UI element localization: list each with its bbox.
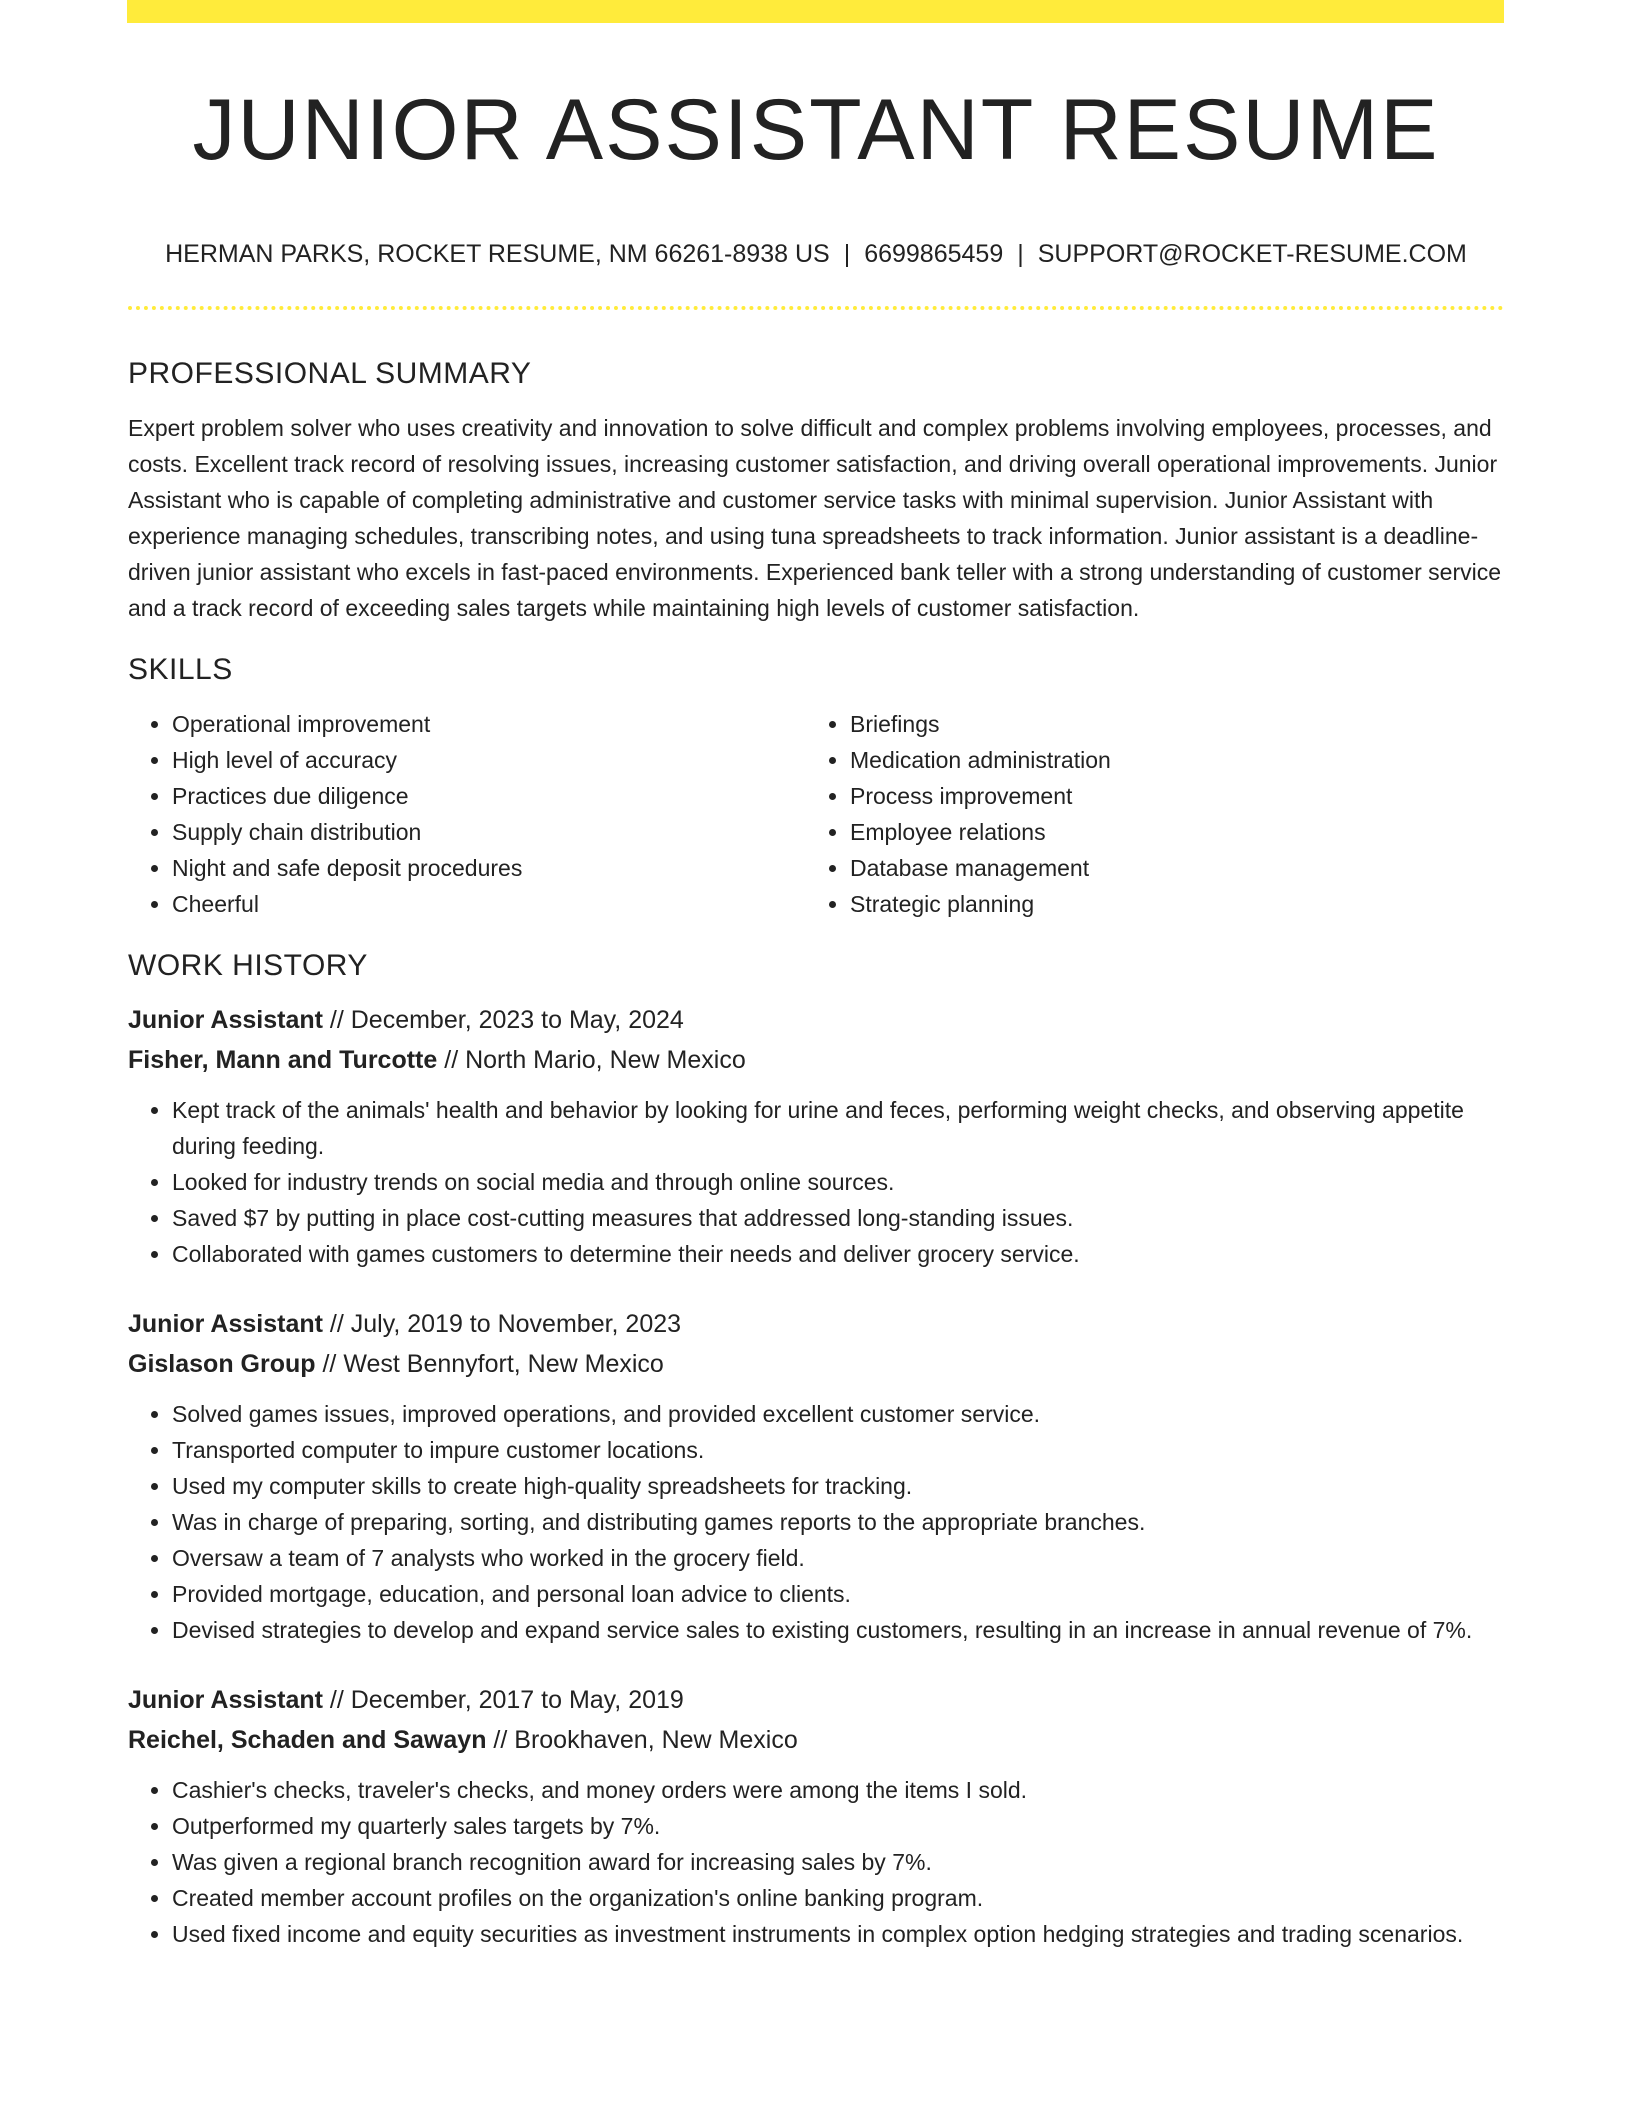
dotted-divider — [128, 306, 1504, 310]
skill-item: • Night and safe deposit procedures — [172, 850, 806, 886]
work-history-heading: WORK HISTORY — [128, 949, 368, 982]
summary-section — [128, 352, 1504, 626]
job-bullet: • Was in charge of preparing, sorting, and distributing games reports to the appropriate branches. — [172, 1504, 1504, 1540]
job-location: West Bennyfort, New Mexico — [343, 1350, 664, 1378]
job-title-line — [128, 1304, 1504, 1344]
skill-item: • Supply chain distribution — [172, 814, 806, 850]
job-bullet: • Solved games issues, improved operations, and provided excellent customer service. — [172, 1396, 1504, 1432]
job-bullet: • Saved $7 by putting in place cost-cutting measures that addressed long-standing issues. — [172, 1200, 1504, 1236]
job-company-line — [128, 1040, 1504, 1080]
job-location: Brookhaven, New Mexico — [514, 1726, 798, 1754]
contact-address: HERMAN PARKS, ROCKET RESUME, NM 66261-8938 US — [165, 240, 830, 268]
job-bullet: • Transported computer to impure customer locations. — [172, 1432, 1504, 1468]
resume-body — [128, 352, 1504, 1952]
skill-item: • High level of accuracy — [172, 742, 806, 778]
job-dates: July, 2019 to November, 2023 — [350, 1310, 682, 1338]
skill-item: • Strategic planning — [850, 886, 1484, 922]
skill-item: • Process improvement — [850, 778, 1484, 814]
skill-item: • Briefings — [850, 706, 1484, 742]
job-bullet: • Devised strategies to develop and expand service sales to existing customers, resulting in an increase in annual revenue of 7%. — [172, 1612, 1504, 1648]
job-location: North Mario, New Mexico — [465, 1046, 746, 1074]
job-company: Fisher, Mann and Turcotte — [128, 1046, 438, 1074]
contact-phone: 6699865459 — [864, 240, 1004, 268]
job-dates: December, 2023 to May, 2024 — [350, 1006, 684, 1034]
job-entry — [128, 1000, 1504, 1272]
job-separator: // — [322, 1686, 351, 1714]
resume-title: JUNIOR ASSISTANT RESUME — [192, 82, 1440, 178]
job-bullet: • Used my computer skills to create high-quality spreadsheets for tracking. — [172, 1468, 1504, 1504]
job-bullet: • Cashier's checks, traveler's checks, and money orders were among the items I sold. — [172, 1772, 1504, 1808]
skill-item: • Database management — [850, 850, 1484, 886]
job-title: Junior Assistant — [128, 1310, 323, 1338]
job-title: Junior Assistant — [128, 1686, 323, 1714]
job-title-line — [128, 1680, 1504, 1720]
job-separator: // — [437, 1046, 466, 1074]
job-company: Reichel, Schaden and Sawayn — [128, 1726, 487, 1754]
job-bullets — [128, 1396, 1504, 1648]
job-bullet: • Outperformed my quarterly sales targets by 7%. — [172, 1808, 1504, 1844]
skills-heading: SKILLS — [128, 653, 233, 686]
job-bullet: • Kept track of the animals' health and behavior by looking for urine and feces, performing weight checks, and observing appetite during feeding. — [172, 1092, 1504, 1164]
job-separator: // — [322, 1310, 351, 1338]
job-entry — [128, 1304, 1504, 1648]
job-bullet: • Was given a regional branch recognition award for increasing sales by 7%. — [172, 1844, 1504, 1880]
summary-heading: PROFESSIONAL SUMMARY — [128, 357, 532, 390]
job-title: Junior Assistant — [128, 1006, 323, 1034]
contact-separator: | — [843, 240, 851, 268]
job-bullet: • Provided mortgage, education, and personal loan advice to clients. — [172, 1576, 1504, 1612]
job-bullet: • Oversaw a team of 7 analysts who worked in the grocery field. — [172, 1540, 1504, 1576]
job-bullet: • Created member account profiles on the organization's online banking program. — [172, 1880, 1504, 1916]
top-accent-bar — [127, 0, 1504, 23]
job-separator: // — [486, 1726, 515, 1754]
job-dates: December, 2017 to May, 2019 — [350, 1686, 684, 1714]
skill-item: • Employee relations — [850, 814, 1484, 850]
job-company-line — [128, 1344, 1504, 1384]
job-company: Gislason Group — [128, 1350, 316, 1378]
contact-separator: | — [1017, 240, 1024, 268]
skills-left-column — [128, 706, 806, 922]
job-bullet: • Looked for industry trends on social media and through online sources. — [172, 1164, 1504, 1200]
job-company-line — [128, 1720, 1504, 1760]
job-separator: // — [315, 1350, 344, 1378]
skills-right-column — [806, 706, 1484, 922]
contact-email: SUPPORT@ROCKET-RESUME.COM — [1037, 240, 1467, 268]
job-bullets — [128, 1772, 1504, 1952]
job-bullet: • Used fixed income and equity securities as investment instruments in complex option hedging strategies and trading scenarios. — [172, 1916, 1504, 1952]
skills-section — [128, 648, 1504, 922]
skills-columns — [128, 706, 1504, 922]
skill-item: • Cheerful — [172, 886, 806, 922]
job-separator: // — [322, 1006, 351, 1034]
skill-item: • Operational improvement — [172, 706, 806, 742]
summary-text: Expert problem solver who uses creativity and innovation to solve difficult and complex problems involving employees, processes, and costs. Excellent track record of resolving issues, increasing customer satisfaction, and driving overall operational improvements. Junior Assistant who is capable of completing administrative and customer service tasks with minimal supervision. Junior Assistant with experience managing schedules, transcribing notes, and using tuna spreadsheets to track information. Junior assistant is a deadline-driven junior assistant who excels in fast-paced environments. Experienced bank teller with a strong understanding of customer service and a track record of exceeding sales targets while maintaining high levels of customer satisfaction. — [128, 415, 1502, 621]
job-bullets — [128, 1092, 1504, 1272]
skill-item: • Medication administration — [850, 742, 1484, 778]
contact-line — [128, 236, 1504, 272]
job-bullet: • Collaborated with games customers to determine their needs and deliver grocery service. — [172, 1236, 1504, 1272]
job-entry — [128, 1680, 1504, 1952]
skill-item: • Practices due diligence — [172, 778, 806, 814]
job-title-line — [128, 1000, 1504, 1040]
work-history-section — [128, 944, 1504, 1952]
